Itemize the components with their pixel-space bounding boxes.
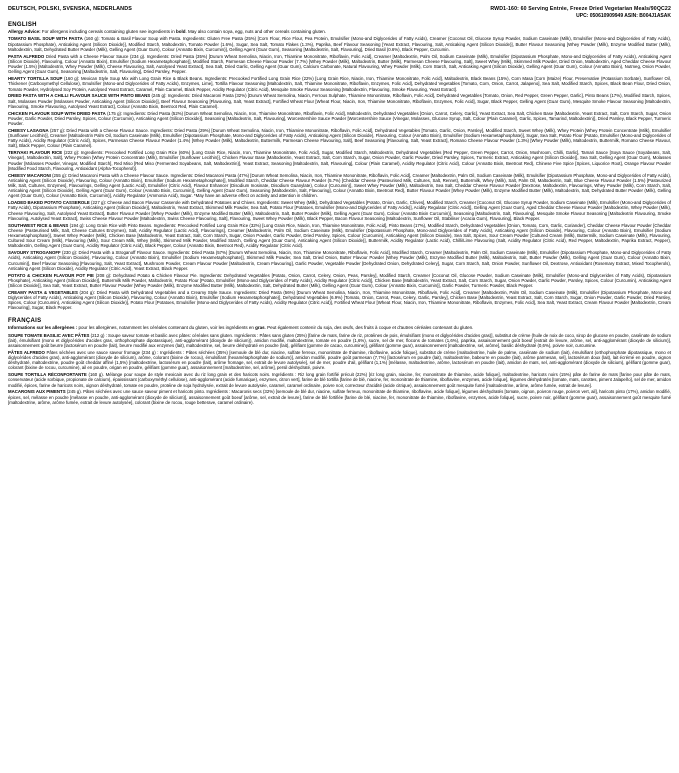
header-row <box>8 6 671 12</box>
ingredient-entry <box>8 111 671 127</box>
entry-text: (212 g) : Soupe saveur tomate et basilic avec pâtes: céréales sans gluten. Ingrédients : Pâtes sans gluten (25%) [farine de maïs, farine de riz, protéines de pois, émulsifiant (mono et diglycérides d'acides gras)], substitut de crème (huile de noix de coco, sirop de glucose en poudre, caséinate de sodium (lait), émulsifiant (mono et diglycérides d'acides gras, orthophosphate dipotassique), anti-agglomérant (dioxyde de silicium)), amidon modifié, maltodextrine, tomate en poudre (1,6%), sucre, sel de mer, flocons de tomates (1,6%), paprika, assaisonnement goût boeuf [extrait de levure, arôme, sel, anti-agglomérant (dioxyde de silicium)], assaisonnement goût beurre [lactosérum en poudre (lait), beurre modifié aux enzymes (lait), maltodextrine, sel, beurre déshydraté en poudre (lait), gélifiant (gomme de cacao, curcumine)], gélifiant (gomme guar), assaisonnement [maltodextrine, sel, arôme], basilic déshydraté (0,6%), poivre noir, curcumine. <box>8 332 671 349</box>
entry-text: (230 g): Dried Pasta with a Stroganoff Flavour Sauce. Ingredients: Dried Pasta (57%) [Durum Wheat Semolina, Niacin, Iron, Thiamine Mononitrate, Riboflavin, Folic Acid], Modified Starch, Creamer [Maltodextrin, Palm Oil, Sodium Caseinate (Milk), Emulsifier (Dipotassium Phosphate, Mono-and Diglycerides of Fatty Acids), Anticaking Agent (Silicon Dioxide), Flavouring, Colour (Annatto Bixin), Emulsifier (Sodium Hexametaphosphate)], Skimmed Milk Powder, Sea Salt, Dried Onion, Butter Flavour Powder [Whey Powder (Milk), Enzyme Modified Butter (Milk), Maltodextrin, Salt, Butter Powder (Milk), Gelling Agent (Guar Gum), Colour (Annatto Bixin, Curcumin)], Beef Flavour Seasoning [Flavouring, Salt, Yeast Extract], Mushroom Powder, Cream Flavour Powder [Maltodextrin, Cream Flavouring], Garlic Powder, Vegetable Powder [Dehydrated Onion, Dehydrated Celery], Sugar, Corn Starch, Salt, Onion Powder, Sunflower Oil, Dextrose, Antioxidant (Rosemary Extract, Mixed Tocopherols), Anticaking Agent (Silicon Dioxide), Acidity Regulator (Citric Acid), Yeast Extract, Black Pepper. <box>8 250 671 271</box>
entry-text: (194 g): Long Grain Rice with Pinto Beans. Ingredients: Precooked Fortified Long Grain Rice (32%) [Long Grain Rice, Niacin, Iron, Thiamine Mononitrate, Folic Acid], Pinto Beans (17%), Modified Starch, Dehydrated Vegetables [Onion, Tomato, Corn, Garlic, Coriander], Cheddar Cheese Flavour Powder [Cheddar Cheese (Pasteurised Milk, Salt, Cheese Cultures Enzymes), Salt, Acidity Regulator (Lactic Acid), Flavourings], Creamer [Maltodextrin, Palm Oil, Sodium Caseinate (Milk), Emulsifier (Dipotassium Phosphate, Mono-and Diglycerides of Fatty Acids), Anticaking Agent (Silicon Dioxide), Flavouring, Colour (Annatto Bixin), Emulsifier (Sodium Hexametaphosphate)], Sweet Whey Powder (Milk), Chicken Base [Maltodextrin, Yeast Extract, Salt, Corn Starch, Sugar, Onion Powder, Garlic Powder, Dried Parsley, Spices, Colour (Curcumin), Anticaking Agent (Silicon Dioxide), Sea Salt, Spices, Sour Cream Powder [Cultured Cream (Milk), Buttermilk, Sodium Caseinate (Milk), Flavouring, Cultured Sour Cream (Milk), Flavouring (Milk), Sour Cream Milk, Whey (Milk), Skimmed Milk Powder, Modified Starch, Gelling Agent (Guar Gum), Anticaking Agent (Silicon Dioxide)], Buttermilk, Acidity Regulator (Lactic Acid), Chilli/Lime Flavouring (Salt, Acidity Regulator (Citric Acid), Red Pepper, Maltodextrin, Paprika Extract, Pepper), Maltodextrin, Gelling Agent (Guar Gum), Acidity Regulator (Citric Acid), Black Pepper, Colour (Annatto Bixin, Beetroot Red), Acidity Regulator (Citric Acid). <box>8 222 672 249</box>
entry-text: (208 g): Dehydrated Potato & Chicken Flavour Pie. Ingredients: Dehydrated Vegetables [Potato, Onion, Carrot, Celery, Onion, Peas, Parsley], Modified Starch, Creamer [Coconut Oil, Glucose Powder, Sodium Caseinate (Milk), Emulsifier (Mono-and Diglycerides of Fatty Acids), Dipotassium Phosphate), Anticaking Agent (Silicon Dioxide)], Buttermilk Milk Powder, Maltodextrin, Potato Flour [Potato, Emulsifier (Mono-and Diglycerides of Fatty Acids), Acidity Regulator (Citric Acid)], Chicken Base [Maltodextrin, Yeast Extract, Salt, Corn Starch, Sugar, Onion Powder, Garlic Powder, Parsley, Spices, Colour (Curcumin), Anticaking Agent (Silicon Dioxide)], Sea Salt, Yeast Extract, Butter Flavour Powder [Whey Powder (Milk), Enzyme Modified Butter (Milk), Maltodextrin, Salt, Dehydrated Butter (Milk), Gelling Agent (Guar Gum), Colour (Annatto Bixin, Curcumin)], Garlic Powder, Turmeric Powder, Black Pepper. <box>8 272 671 288</box>
entry-text: (255 g): Dried Macaroni Pasta with a Cheese Flavour Sauce. Ingredients: Dried Macaroni Pasta (47%) [Durum Wheat Semolina, Niacin, Iron, Thiamine Mononitrate, Riboflavin, Folic Acid], Creamer [Maltodextrin, Palm Oil, Sodium Caseinate (Milk), Emulsifier (Dipotassium Phosphate, Mono-and Diglycerides of Fatty Acids), Anticaking Agent (Silicon Dioxide), Flavouring, Colour (Annatto Bixin), Emulsifier (Sodium Hexametaphosphate)], Modified Starch, Cheddar Cheese Flavour Powder (5.7%) [Cheddar Cheese (Pasteurised Milk, Cultures, Salt, Rennet), Buttermilk, Whey (Milk), Salt, Palm Oil, Maltodextrin, Salt, Blue Cheese Flavour Powder (1.5%) [Pasteurized Milk, Salt, Cultures, Enzymes], Flavourings, Gelling Agent (Lactic Acid), Emulsifier (Citric Acid), Flavour Enhancer (Disodium Inosinate, Disodium Guanylate), Colour (Curcumin)], Sweet Whey Powder (Milk), Maltodextrin, Sea Salt, Cheddar Cheese Flavour Powder [Dextrose, Maltodextrin, Flavourings, Whey Powder (Milk), Corn Starch, Salt, Anticaking Agent (Silicon Dioxide), Gelling Agent (Guar Gum), Colour (Annatto Bixin, Curcumin)], Gelling Agent (Guar Gum), Seasoning [Maltodextrin, Salt, Flavouring], Colour (Annatto Bixin, Beetroot Red), Butter Flavour Powder [Whey Powder (Milk), Enzyme Modified Butter (Milk), Maltodextrin, Salt, Dehydrated Butter Powder (Milk), Gelling Agent (Guar Gum), Colour (Annatto Bixin, Curcumin)], Acidity Regulator (Ammonia Acid), Sugar. *May have an adverse effect on activity and attention in children. <box>8 172 671 199</box>
product-code: RWD1-160: 60 Serving Entrée, Freeze Dried Vegetarian Meals/90QC22 <box>490 6 671 12</box>
ingredient-entry <box>8 372 671 388</box>
ingredient-entry <box>8 389 671 405</box>
entry-text: (222 g): Ingredients: Precooked Fortified Long Grain Rice (60%) [Long Grain Rice, Niacin, Iron, Thiamine Mononitrate, Folic Acid], Sugar, Modified Starch, Maltodextrin, Dehydrated Vegetables [Red Pepper, Green Pepper, Carrot, Onion, Mushroom, Chilli, Garlic], Tamari Sauce [Soya Sauce (Soyabeans, Salt, Vinegar), Maltodextrin, Salt], Whey Protein [Whey Protein Concentrate (Milk), Emulsifier (Sunflower Lecithin)], Chicken Flavour Base [Maltodextrin, Yeast Extract, Salt, Corn Starch, Sugar, Onion Powder, Garlic Powder, Dried Parsley, Spices, Turmeric Extract, Anticaking Agent (Silicon Dioxide)], Sea Salt, Gelling Agent (Guar Gum), Molasses Powder [Molasses Powder, Vinegar, Modified Starch], Red Miso [Red Miso (Fermented Soyabeans, Salt, Maltodextrin)], Yeast Extract, Seasoning [Maltodextrin, Salt, Flavouring], Colour (Plain Caramel), Acidity Regulator (Citric Acid), Colour (Annatto Bixin, Beetroot Red), Chinese Five Spice [Spices, Liquorice Root], Orange Flavour Powder [Modified Food Starch, Flavouring, Antioxidant (Alpha-Tocopherol)]. <box>8 150 671 171</box>
entry-text: (245 g). Pâtes séchées avec une sauce saveur piment et haricots pinto. Ingrédients : Macaronis secs (32%) [semoule de blé dur, niacine, sulfate ferreux, mononitrate de thiamine, riboflavine, acide folique], légumes déshydratés [tomate, oignon, poivron rouge, poivron vert, ail], haricots pinto (17%), amidon modifié, épices, sel, mélasse en poudre [mélasse en poudre, anti-agglomérant (dioxyde de silicium)], assaisonnement goût boeuf [arôme, sel, extrait de levure], farine de blé fortifiée [farine de blé, niacine, fer, mononitrate de thiamine, riboflavine, enzymes, acide folique], sucre, poivre noir, gélifiant (gomme guar), assaisonnement goût mesquite fumé [maltodextrine, arôme, arôme fumée, extrait de levure autolysée], colorant (bixine de rocou, rouge betterave, caramel ordinaire). <box>8 389 671 405</box>
entry-name: CHEESY MACARONI <box>8 172 51 178</box>
ingredient-entry <box>8 250 671 271</box>
francais-section-heading: FRANÇAIS <box>8 318 42 325</box>
entry-name: SAVOURY STROGANOFF <box>8 250 61 256</box>
entry-text: (227 g): Cheese and Bacon Flavour Casserole with Dehydrated Potatoes and Chives. Ingredients: Sweet Whey (Milk), Dehydrated Vegetables [Potato, Onion, Garlic, Chives], Modified Starch, Creamer [Coconut Oil, Glucose Syrup Powder, Sodium Caseinate (Milk), Emulsifier (Mono-and Diglycerides of Fatty Acids), Dipotassium Phosphate), Anticaking Agent (Silicon Dioxide)], Maltodextrin, Yeast Extract, Skimmed Milk Powder, Sea Salt, Potato Flour [Potatoes, Emulsifier (Mono-and Diglycerides of Fatty Acids)], Acidity Regulator (Citric Acid)], Gelling Agent (Guar Gum), Aged Cheddar Cheese Flavour Powder [Maltodextrin, Whey Powder (Milk), Cheese Flavouring, Salt, Autolysed Yeast Extract], Butter Flavour Powder [Whey Powder (Milk), Enzyme Modified Butter (Milk), Maltodextrin, Salt, Butter Powder (Milk), Gelling Agent (Guar Gum), Colour (Annatto Bixin Curcumin)], Seasoning [Maltodextrin, Salt, Flavouring], Mesquite Smoke Flavour Seasoning [Maltodextrin Flavouring, Smoke Flavouring, Autolysed Yeast Extract], Swiss Cheese Flavour Powder [Maltodextrin, Swiss Cheese Flavouring, Salt], Flavouring, Sweet Whey Powder (Milk), Black Pepper, Bacon Flavour Seasoning [Maltodextrin, Sunflower Oil, Stabiliser (Acacia Gum), Flavouring], Black Pepper. <box>8 200 672 221</box>
ingredient-entry <box>8 54 671 75</box>
entry-name: SOUPE TOMATE BASILIC AVEC PÂTES <box>8 332 90 338</box>
entry-text: (160 g): Mexican Style Soup Mix with Long Grain Rice & Black Beans. Ingredients: Precooked Fortified Long Grain Rice (22%) [Long Grain Rice, Niacin, Iron, Thiamine Mononitrate, Folic Acid], Maltodextrin, Black Beans (15%), Corn Masa [Corn (Maize) Flour, Preservative (Potassium Sorbate), Sunflower Oil, Thickener (Carboxymethyl Cellulose), Emulsifier (Mono-and Diglycerides of Fatty Acids), Enzymes, Lime], Tortilla Flavour Seasoning [Maltodextrin, Salt, Thiamine Mononitrate, Riboflavin, Enzymes, Folic Acid], Dehydrated Vegetables [Tomato, Corn, Onion, Carrot, Jalapeno], Sea Salt, Modified Starch, Spices, Black Bean Flour, Dried Onion, Tomato Powder, Hydrolysed Soy Protein, Autolysed Yeast Extract, Caramel, Plain Caramel, Black Pepper, Acidity Regulator (Citric Acid), Mesquite Smoke Flavour Seasoning [Maltodextrin, Flavouring, Smoke Flavouring, Yeast Extract]. <box>8 76 671 92</box>
entry-name: SOUPE TORTILLA RÉCONFORTANTE <box>8 372 87 378</box>
entry-name: TERIYAKI FLAVOUR RICE <box>8 150 63 156</box>
entry-text: (160 g). Mélange pour soupe de style mexicain avec du riz long grain et des haricots noirs. Ingrédients : Riz long grain fortifié précuit (22%) [riz long grain, niacine, fer, mononitrate de thiamine, acide folique], maltodextrine, haricots noirs (15%) pâte de farine de maïs [farine pour pâte de maïs, conservateur (acide sorbique, propionate de calcium), épaississant (carboxyméthyl cellulose), anti-agglomérant (acide fumarique), enzymes, citron vert], farine de blé tortilla [farine de blé, niacine, fer, mononitrate de thiamine, riboflavine, enzymes, acide folique], légumes déshydratés [tomate, maïs, carottes, piment Jalapeño], sel de mer, amidon modifié, épices, farine de haricots noirs, oignon déshydraté, tomate en poudre, protéine de soja hydrolysée, extrait de levure autolysée, caramel, caramel ordinaire, poivre noir, correcteur d'acidité (acide citrique), assaisonnement goût mesquite fumé [maltodextrine, arôme, arôme fumée, extrait de levure]. <box>8 372 671 388</box>
ingredient-entry <box>8 273 671 289</box>
ingredient-entry <box>8 128 671 149</box>
ingredient-entry <box>8 36 671 52</box>
francais-allergy-advice: Informations sur les allergènes : pour les allergènes, notamment les céréales contenant du gluten, voir les ingrédients en gras. Peut également contenir du soja, des œufs, des fruits à coque et d'autres céréales contenant du gluten. <box>8 325 474 331</box>
entry-name: POTATO & CHICKEN FLAVOUR POT PIE <box>8 272 94 278</box>
entry-text: (204 g): Dried Pasta with Dehydrated Vegetables and a Creamy Style Sauce. Ingredients: Dried Pasta (56%) [Durum Wheat Semolina, Niacin, Iron, Thiamine Mononitrate, Riboflavin, Folic Acid], Creamer [Maltodextrin, Palm Oil, Sodium Caseinate (Milk), Emulsifier (Dipotassium Phosphate, Mono-and Diglycerides of Fatty Acids), Anticaking Agent (Silicon Dioxide), Flavouring, Colour (Annatto Bixin), Emulsifier (Sodium Hexametaphosphate)], Dehydrated Vegetables (6.9%) [Tomato, Onion, Carrot, Peas, Celery, Garlic, Parsley], Chicken Base [Maltodextrin, Yeast Extract, Salt, Corn Starch, Sugar, Onion Powder, Garlic Powder, Dried Parsley, Spices, Colour (Curcumin), Anticaking Agent (Silicon Dioxide)], Potato Flour [Potatoes, Emulsifier (Mono-and Diglycerides of Fatty Acids), Acidity Regulator (Citric Acid)], Fortified Wheat Flour [Wheat Flour, Niacin, Iron, Thiamine Mononitrate, Riboflavin, Enzymes, Folic Acid], Sea Salt, Yeast Extract, Cream Flavour Powder [Maltodextrin, Cream Flavouring], Sugar, Black Pepper. <box>8 289 671 311</box>
entry-name: PASTA ALFREDO <box>8 53 45 59</box>
ingredient-entry <box>8 223 671 249</box>
entry-text: Pâtes séchées avec une sauce saveur fromage (234 g) : Ingrédients : Pâtes séchées (35%) [semoule de blé dur, niacine, sulfate ferreux, mononitrate de thiamine, riboflavine, acide folique], substitut de crème [maltodextrine, huile de palme, caséinate de sodium (lait), émulsifiant (orthophosphate dipotassique, mono et diglycérides d'acides gras), anti-agglomérant (dioxyde de silicium), arôme, colorant (bixine de rocou), émulsifiant (hexamétaphosphate de sodium)], amidon modifié, poudre goût parmesan (7,7%) [lactosérum en poudre (lait), maltodextrine, babeurre en poudre (lait), arôme parmesan, sel], lactosérum doux (lait), lait écrémé en poudre, oignon déshydraté, maltodextrine, poudre goût cheddar affiné (1,5%) [maltodextrine, lactosérum en poudre (lait), arôme fromage, sel, extrait de levure autolysée], sel de mer, poudre d'ail, gélifiant (1,1%) [mélasse, maltodextrine, arôme, lactosérum en poudre (lait), amidon de maïs, sel, anti-agglomérant (dioxyde de silicium), gélifiant (gomme guar), colorant (bixine de rocou, curcumine), ail en poudre, origan en poudre, gélifiant (gomme guar), assaisonnement [maltodextrine, sel, arôme], persil déshydraté, poivre. <box>8 349 671 371</box>
upc-asin-line: UPC: 050610909949 ASIN: B004J1ASAK <box>576 13 671 19</box>
entry-name: TOMATO BASIL SOUP WITH PASTA <box>8 36 83 42</box>
entry-name: PÂTES ALFREDO <box>8 349 45 355</box>
ingredient-entry <box>8 200 671 221</box>
entry-name: CHICKEN FLAVOUR SOUP WITH DRIED PASTA <box>8 110 106 116</box>
ingredient-entry <box>8 290 671 311</box>
ingredient-entry <box>8 76 671 92</box>
entry-name: CHEESY LASAGNA <box>8 127 49 133</box>
entry-name: DRIED PASTA WITH A CHILLI FLAVOUR SAUCE WITH PINTO BEANS <box>8 93 151 99</box>
entry-name: CREAMY PASTA & VEGETABLES <box>8 289 78 295</box>
entry-name: MACARONIS AUX PIMENTS <box>8 389 66 395</box>
ingredient-entry <box>8 150 671 171</box>
entry-text: (257 g): Dried Pasta with a Cheese Flavour Sauce. Ingredients: Dried Pasta (29%) [Durum Wheat Semolina, Niacin, Iron, Thiamine Mononitrate, Riboflavin, Folic Acid], Dehydrated Vegetables [Tomato, Garlic, Onion, Parsley], Modified Starch, Sweet Whey (Milk), Whey Protein [Whey Protein Concentrate (Milk), Emulsifier (Sunflower Lecithin)], Creamer [Maltodextrin Palm Oil, Sodium Caseinate (Milk), Emulsifier (Dipotassium Phosphate, Mono-and Diglycerides of Fatty Acids), Anticaking Agent (Silicon Dioxide), Flavouring, Colour (Annatto Bixin), Emulsifier (Sodium Hexametaphosphate)], Sugar, Sea Salt, Potato Flour [Potato, Emulsifier (Mono-and Diglycerides of Fatty Acids), Acidity Regulator (Citric Acid), Spices, Parmesan Cheese Flavour Powder (1.4%) [Whey Powder (Milk), Maltodextrin, Buttermilk, Parmesan Cheese Flavouring, Salt], Beef Seasoning [Flavouring, Salt, Yeast Extract], Romano Cheese Flavour Powder (1.3%) [Whey Powder (Milk), Maltodextrin, Buttermilk, Romano Cheese Flavour, Salt], Black Pepper, Colour (Plain Caramel). <box>8 127 672 149</box>
english-section-heading: ENGLISH <box>8 22 37 28</box>
english-allergy-advice: Allergy Advice: For allergens including cereals containing gluten see ingredients in bold. May also contain soya, egg, nuts and other cereals containing gluten. <box>8 29 327 34</box>
entry-text: (245 g): Ingredients: Dried Macaroni Pasta (32%) [Durum Wheat Semolina, Niacin, Ferrous Sulphate, Thiamine Mononitrate, Riboflavin, Folic Acid], Dehydrated Vegetables [Tomato, Onion, Red Pepper, Green Pepper, Garlic], Pinto Beans (17%), Modified Starch, Spices, Salt, Molasses Powder [Molasses Powder, Anticaking Agent (Silicon Dioxide)], Beef Flavour Seasoning [Flavouring, Salt, Yeast Extract], Fortified Wheat Flour [Wheat Flour, Niacin, Iron, Thiamine Mononitrate, Riboflavin, Enzymes, Folic Acid], Sugar, Black Pepper, Gelling Agent (Guar Gum), Mesquite Smoke Flavour Seasoning [Maltodextrin, Flavouring, Smoke Flavouring, Autolysed Yeast Extract], Colour (Annatto Bixin, Beetroot Red, Plain Caramel). <box>8 93 671 109</box>
ingredient-entry <box>8 333 671 349</box>
ingredient-entry <box>8 350 671 371</box>
languages-line: DEUTSCH, POLSKI, SVENSKA, NEDERLANDS <box>8 6 133 12</box>
entry-name: SOUTHWEST RICE & BEANS <box>8 222 69 228</box>
ingredient-entry <box>8 93 671 109</box>
entry-text: (160 g): Tomato & Basil Flavour Soup with Pasta. Ingredients: Gluten Free Pasta (25%) [Corn Flour, Rice Flour, Pea Protein, Emulsifier (Mono-and Diglycerides of Fatty Acids), Creamer (Coconut Oil, Glucose Syrup Powder, Sodium Caseinate (Milk), Emulsifier (Mono-and Diglycerides of Fatty Acids), Dipotassium Phosphate), Anticaking Agent (Silicon Dioxide)], Modified Starch, Maltodextrin, Tomato Powder (1.6%), Sugar, Sea Salt, Tomato Flakes (1.3%), Paprika, Beef Flavour Seasoning [Yeast Extract, Flavouring, Salt, Anticaking Agent (Silicon Dioxide)], Butter Flavour Seasoning [Whey Powder (Milk), Enzyme Modified Butter (Milk), Maltodextrin, Salt, Dehydrated Butter Powder (Milk), Gelling Agent (Guar Gum), Colour (Annatto Bixin, Curcumin)], Gelling Agent (Guar Gum), Seasoning [Maltodextrin, Salt, Flavouring], Dried Basil (0.6%), Black Pepper, Curcumin. <box>8 36 672 52</box>
entry-name: HEARTY TORTILLA SOUP <box>8 76 63 82</box>
entry-text: Dried Pasta with a Cheese Flavour Sauce (234 g). Ingredients: Dried Pasta (35%) [Durum Wheat Semolina, Niacin, Iron, Thiamine Mononitrate, Riboflavin, Folic Acid], Creamer [Maltodextrin, Palm Oil, Sodium Caseinate (Milk), Emulsifier (Dipotassium Phosphate, Mono-and Diglycerides of Fatty Acids), Anticaking Agent (Silicon Dioxide), Flavouring, Colour (Annatto Bixin), Emulsifier (Sodium Hexametaphosphate)], Modified Starch, Parmesan Cheese Flavour Powder (7.7%) [Whey Powder (Milk), Maltodextrin, Butter (Milk), Parmesan Cheese Flavouring, Salt], Sweet Whey (Milk), Skimmed Milk Powder, Dried Onion, Maltodextrin, Aged Cheddar Cheese Flavour Powder (1.5%) [Maltodextrin, Whey Powder (Milk), Cheese Flavouring, Salt, Autolysed Yeast Extract], Sea Salt, Dried Garlic, Gelling Agent (Guar Gum), Calcium Carbonate, Natural Flavouring, Whey Powder (Milk), Corn Starch, Salt, Anticaking Agent (Silicon Dioxide), Gelling Agent (Guar Gum), Colour (Annatto Bixin), Nutmeg, Onion Powder, Gelling Agent (Guar Gum), Seasoning [Maltodextrin, Salt, Flavouring], Dried Parsley, Pepper. <box>8 53 671 75</box>
ingredient-entry <box>8 173 671 199</box>
entry-name: LOADED BAKED POTATO CASSEROLE <box>8 200 90 206</box>
entry-text: (175 g): Ingredients: Dried Pasta (52%) [Durum Wheat Semolina, Niacin, Iron, Thiamine Mononitrate, Riboflavin, Folic Acid], Maltodextrin, Dehydrated Vegetables [Onion, Carrot, Celery, Garlic], Yeast Extract, Sea Salt, Chicken Base [Maltodextrin, Yeast Extract, Salt, Corn Starch, Sugar, Onion Powder, Garlic Powder, Dried Parsley, Spices, Colour (Curcumin), Anticaking Agent (Silicon Dioxide)], Seasoning [Maltodextrin, Salt, Flavouring], Worcestershire Sauce Powder [Worcestershire Sauce (Vinegar, Molasses, Glucose Syrup, Salt, Colour (Plain Caramel), Garlic, Spices, Tamarind, Maltodextrin)], Dried Parsley, Black Pepper, Turmeric Powder. <box>8 110 671 126</box>
